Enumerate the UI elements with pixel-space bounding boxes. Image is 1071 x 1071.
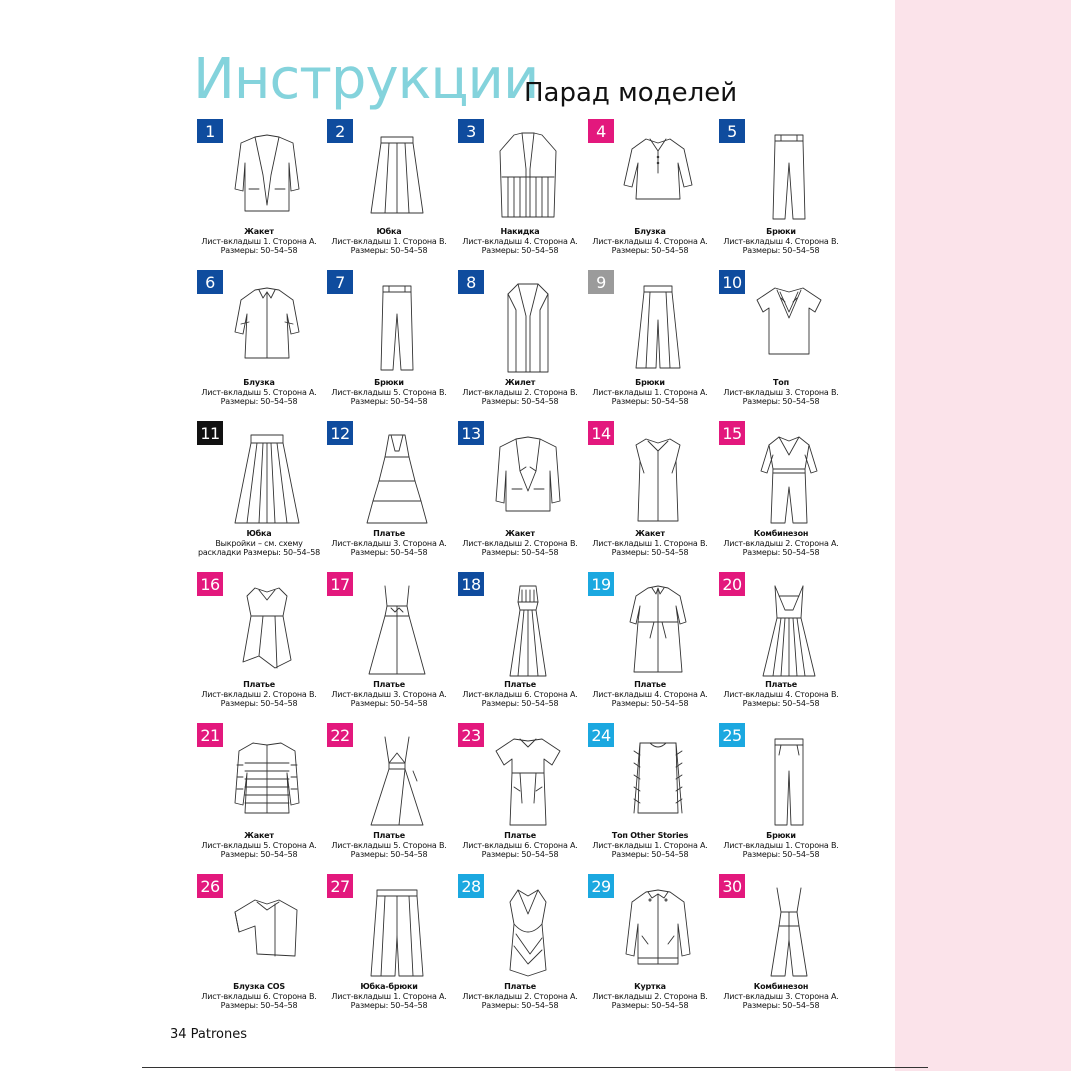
model-sheet-info: Лист-вкладыш 4. Сторона В.	[723, 689, 839, 699]
model-number-badge: 6	[197, 270, 223, 294]
model-sizes: Размеры: 50–54–58	[350, 397, 428, 406]
model-caption	[456, 680, 584, 709]
cape-icon	[490, 129, 566, 225]
page-title: Инструкции	[193, 47, 539, 112]
model-number-badge: 15	[719, 421, 745, 445]
model-sheet-info: Лист-вкладыш 4. Сторона А.	[592, 236, 708, 246]
model-sheet-info: Лист-вкладыш 4. Сторона А.	[462, 236, 578, 246]
model-sizes: раскладки Размеры: 50–54–58	[197, 548, 321, 557]
model-sizes: Размеры: 50–54–58	[350, 548, 428, 557]
model-name: Платье	[634, 680, 666, 689]
model-sizes: Размеры: 50–54–58	[350, 1001, 428, 1010]
model-number-badge: 26	[197, 874, 223, 898]
model-name: Блузка	[634, 227, 666, 236]
model-name: Платье	[243, 680, 275, 689]
shirt-dress-icon	[620, 582, 696, 678]
model-sizes: Размеры: 50–54–58	[481, 850, 559, 859]
model-sizes: Размеры: 50–54–58	[611, 246, 689, 255]
model-sizes: Размеры: 50–54–58	[742, 397, 820, 406]
model-name: Комбинезон	[753, 982, 809, 991]
model-card	[327, 119, 457, 269]
wrap-dress-icon	[359, 733, 435, 829]
model-number-badge: 25	[719, 723, 745, 747]
model-caption	[195, 680, 323, 709]
straight-trousers-icon	[751, 733, 827, 829]
model-sheet-info: Лист-вкладыш 5. Сторона В.	[331, 840, 447, 850]
model-card	[327, 572, 457, 722]
culottes-icon	[620, 280, 696, 376]
model-caption	[325, 227, 453, 256]
model-card	[588, 421, 718, 571]
model-name: Топ Other Stories	[611, 831, 689, 840]
bottom-rule	[142, 1067, 928, 1068]
model-card	[588, 119, 718, 269]
model-caption	[717, 227, 845, 256]
model-caption	[195, 378, 323, 407]
model-sizes: Размеры: 50–54–58	[611, 548, 689, 557]
model-card	[719, 874, 849, 1024]
model-number-badge: 11	[197, 421, 223, 445]
sheath-dress-icon	[620, 431, 696, 527]
model-name: Топ	[773, 378, 789, 387]
model-sheet-info: Лист-вкладыш 3. Сторона А.	[723, 991, 839, 1001]
model-sheet-info: Лист-вкладыш 1. Сторона А.	[331, 991, 447, 1001]
model-caption	[195, 982, 323, 1011]
page-subtitle: Парад моделей	[524, 78, 738, 108]
model-number-badge: 29	[588, 874, 614, 898]
model-sheet-info: Лист-вкладыш 4. Сторона А.	[592, 689, 708, 699]
model-caption	[586, 831, 714, 860]
model-card	[197, 572, 327, 722]
model-card	[588, 874, 718, 1024]
model-sheet-info: Лист-вкладыш 1. Сторона А.	[201, 236, 317, 246]
trousers-icon	[359, 280, 435, 376]
model-sizes: Размеры: 50–54–58	[742, 246, 820, 255]
jacket-icon	[229, 129, 305, 225]
model-sheet-info: Лист-вкладыш 1. Сторона А.	[592, 387, 708, 397]
tshirt-dress-icon	[490, 733, 566, 829]
vneck-dress-icon	[751, 582, 827, 678]
model-number-badge: 18	[458, 572, 484, 596]
model-sizes: Размеры: 50–54–58	[481, 397, 559, 406]
maxi-skirt-icon	[229, 431, 305, 527]
strap-jumpsuit-icon	[751, 884, 827, 980]
model-name: Накидка	[500, 227, 540, 236]
page-footer: 34 Patrones	[170, 1027, 248, 1042]
model-name: Платье	[504, 831, 536, 840]
model-caption	[456, 831, 584, 860]
model-sizes: Размеры: 50–54–58	[611, 699, 689, 708]
model-sheet-info: Лист-вкладыш 2. Сторона В.	[201, 689, 317, 699]
model-name: Платье	[504, 982, 536, 991]
model-card	[458, 874, 588, 1024]
model-number-badge: 24	[588, 723, 614, 747]
model-sheet-info: Лист-вкладыш 2. Сторона В.	[592, 991, 708, 1001]
model-sheet-info: Лист-вкладыш 5. Сторона А.	[201, 840, 317, 850]
model-sizes: Размеры: 50–54–58	[742, 850, 820, 859]
model-caption	[195, 529, 323, 558]
model-sizes: Размеры: 50–54–58	[481, 246, 559, 255]
model-number-badge: 28	[458, 874, 484, 898]
model-number-badge: 7	[327, 270, 353, 294]
model-number-badge: 10	[719, 270, 745, 294]
bomber-jacket-icon	[620, 884, 696, 980]
model-caption	[717, 982, 845, 1011]
model-number-badge: 30	[719, 874, 745, 898]
strap-dress-icon	[359, 582, 435, 678]
model-name: Брюки	[374, 378, 404, 387]
model-caption	[717, 680, 845, 709]
model-caption	[586, 982, 714, 1011]
model-caption	[586, 227, 714, 256]
model-caption	[195, 227, 323, 256]
model-sizes: Размеры: 50–54–58	[481, 548, 559, 557]
model-card	[458, 723, 588, 873]
model-sheet-info: Лист-вкладыш 1. Сторона В.	[592, 538, 708, 548]
model-number-badge: 14	[588, 421, 614, 445]
model-caption	[325, 680, 453, 709]
model-name: Платье	[765, 680, 797, 689]
model-name: Куртка	[634, 982, 666, 991]
model-card	[588, 723, 718, 873]
model-caption	[456, 529, 584, 558]
draped-dress-icon	[490, 884, 566, 980]
model-sizes: Размеры: 50–54–58	[481, 1001, 559, 1010]
model-sheet-info: Лист-вкладыш 4. Сторона В.	[723, 236, 839, 246]
asymmetric-dress-icon	[229, 582, 305, 678]
skirt-icon	[359, 129, 435, 225]
model-number-badge: 9	[588, 270, 614, 294]
model-card	[588, 572, 718, 722]
model-sheet-info: Лист-вкладыш 2. Сторона А.	[723, 538, 839, 548]
model-card	[719, 421, 849, 571]
model-number-badge: 23	[458, 723, 484, 747]
model-card	[327, 270, 457, 420]
pink-side-strip	[895, 0, 1071, 1071]
model-name: Жилет	[504, 378, 536, 387]
model-sheet-info: Лист-вкладыш 6. Сторона А.	[462, 689, 578, 699]
model-number-badge: 22	[327, 723, 353, 747]
skirt-trousers-icon	[359, 884, 435, 980]
model-sizes: Размеры: 50–54–58	[350, 699, 428, 708]
model-card	[197, 119, 327, 269]
model-number-badge: 12	[327, 421, 353, 445]
model-sizes: Размеры: 50–54–58	[350, 246, 428, 255]
model-sizes: Размеры: 50–54–58	[220, 246, 298, 255]
model-sheet-info: Лист-вкладыш 6. Сторона В.	[201, 991, 317, 1001]
model-card	[327, 421, 457, 571]
model-card	[458, 572, 588, 722]
model-card	[588, 270, 718, 420]
model-card	[197, 723, 327, 873]
trousers-icon	[751, 129, 827, 225]
model-card	[458, 421, 588, 571]
model-sizes: Размеры: 50–54–58	[742, 548, 820, 557]
model-sheet-info: Лист-вкладыш 5. Сторона А.	[201, 387, 317, 397]
model-name: Жакет	[244, 227, 274, 236]
model-sizes: Размеры: 50–54–58	[481, 699, 559, 708]
model-sheet-info: Лист-вкладыш 1. Сторона В.	[723, 840, 839, 850]
model-number-badge: 21	[197, 723, 223, 747]
model-caption	[195, 831, 323, 860]
ruffle-top-icon	[620, 733, 696, 829]
model-sizes: Размеры: 50–54–58	[220, 850, 298, 859]
vest-icon	[490, 280, 566, 376]
model-sheet-info: Лист-вкладыш 3. Сторона А.	[331, 689, 447, 699]
model-sizes: Размеры: 50–54–58	[611, 397, 689, 406]
model-number-badge: 4	[588, 119, 614, 143]
model-name: Юбка	[246, 529, 272, 538]
boxy-blouse-icon	[229, 884, 305, 980]
model-sizes: Размеры: 50–54–58	[742, 1001, 820, 1010]
tweed-jacket-icon	[229, 733, 305, 829]
model-caption	[717, 831, 845, 860]
model-card	[719, 723, 849, 873]
model-number-badge: 3	[458, 119, 484, 143]
model-sizes: Размеры: 50–54–58	[611, 850, 689, 859]
model-number-badge: 1	[197, 119, 223, 143]
model-sheet-info: Выкройки – см. схему	[215, 538, 303, 548]
model-caption	[325, 529, 453, 558]
model-number-badge: 16	[197, 572, 223, 596]
model-caption	[717, 378, 845, 407]
top-icon	[751, 280, 827, 376]
model-sizes: Размеры: 50–54–58	[742, 699, 820, 708]
shirt-icon	[229, 280, 305, 376]
model-name: Блузка	[243, 378, 275, 387]
model-sheet-info: Лист-вкладыш 2. Сторона В.	[462, 387, 578, 397]
model-sheet-info: Лист-вкладыш 1. Сторона В.	[331, 236, 447, 246]
model-name: Комбинезон	[753, 529, 809, 538]
model-sheet-info: Лист-вкладыш 3. Сторона А.	[331, 538, 447, 548]
model-number-badge: 17	[327, 572, 353, 596]
model-sizes: Размеры: 50–54–58	[350, 850, 428, 859]
pleated-dress-icon	[490, 582, 566, 678]
model-number-badge: 2	[327, 119, 353, 143]
model-caption	[456, 378, 584, 407]
model-name: Юбка-брюки	[360, 982, 418, 991]
model-name: Жакет	[635, 529, 665, 538]
model-card	[327, 874, 457, 1024]
model-sheet-info: Лист-вкладыш 6. Сторона А.	[462, 840, 578, 850]
model-card	[327, 723, 457, 873]
model-number-badge: 13	[458, 421, 484, 445]
model-name: Жакет	[505, 529, 535, 538]
model-name: Платье	[373, 680, 405, 689]
model-sizes: Размеры: 50–54–58	[220, 397, 298, 406]
model-card	[197, 421, 327, 571]
model-card	[719, 270, 849, 420]
model-caption	[717, 529, 845, 558]
model-name: Платье	[373, 529, 405, 538]
jumpsuit-icon	[751, 431, 827, 527]
model-card	[197, 874, 327, 1024]
model-caption	[456, 982, 584, 1011]
model-name: Платье	[373, 831, 405, 840]
model-name: Брюки	[766, 227, 796, 236]
model-caption	[325, 982, 453, 1011]
model-card	[719, 572, 849, 722]
model-number-badge: 5	[719, 119, 745, 143]
model-sizes: Размеры: 50–54–58	[611, 1001, 689, 1010]
model-name: Блузка COS	[233, 982, 285, 991]
model-caption	[325, 831, 453, 860]
model-name: Брюки	[766, 831, 796, 840]
model-sizes: Размеры: 50–54–58	[220, 699, 298, 708]
blazer-icon	[490, 431, 566, 527]
model-number-badge: 19	[588, 572, 614, 596]
model-sheet-info: Лист-вкладыш 2. Сторона В.	[462, 538, 578, 548]
model-caption	[456, 227, 584, 256]
model-caption	[325, 378, 453, 407]
model-name: Платье	[504, 680, 536, 689]
model-card	[719, 119, 849, 269]
model-sheet-info: Лист-вкладыш 2. Сторона А.	[462, 991, 578, 1001]
tiered-dress-icon	[359, 431, 435, 527]
blouse-icon	[620, 129, 696, 225]
model-name: Брюки	[635, 378, 665, 387]
model-sheet-info: Лист-вкладыш 1. Сторона А.	[592, 840, 708, 850]
model-name: Жакет	[244, 831, 274, 840]
model-sheet-info: Лист-вкладыш 5. Сторона В.	[331, 387, 447, 397]
model-sizes: Размеры: 50–54–58	[220, 1001, 298, 1010]
model-number-badge: 20	[719, 572, 745, 596]
model-number-badge: 27	[327, 874, 353, 898]
model-card	[458, 270, 588, 420]
model-card	[458, 119, 588, 269]
model-caption	[586, 378, 714, 407]
model-name: Юбка	[376, 227, 402, 236]
model-card	[197, 270, 327, 420]
model-number-badge: 8	[458, 270, 484, 294]
model-caption	[586, 680, 714, 709]
model-caption	[586, 529, 714, 558]
model-sheet-info: Лист-вкладыш 3. Сторона В.	[723, 387, 839, 397]
